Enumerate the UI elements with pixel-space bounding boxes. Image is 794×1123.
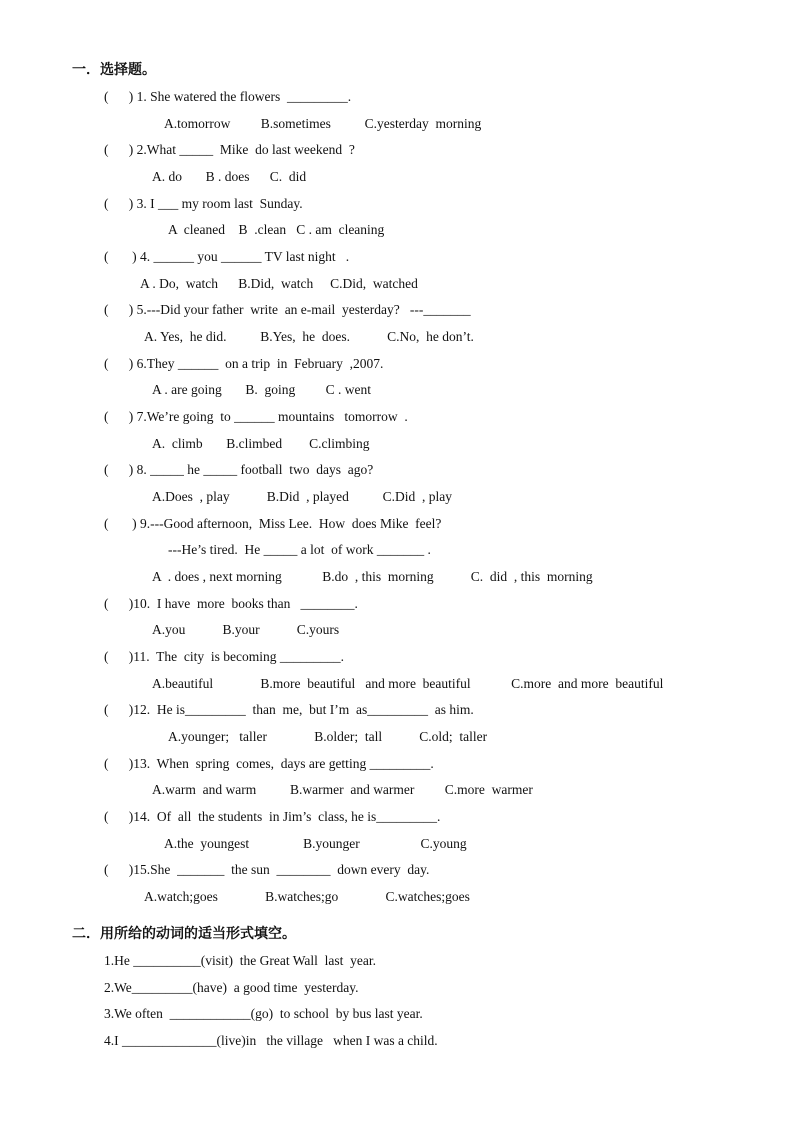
question-7: ( ) 7.We’re going to ______ mountains tomorrow . bbox=[104, 409, 408, 424]
fill-item-4: 4.I ______________(live)in the village when I was a child. bbox=[104, 1033, 438, 1048]
question-10: ( )10. I have more books than ________. bbox=[104, 596, 358, 611]
fill-item-2: 2.We_________(have) a good time yesterday. bbox=[104, 980, 359, 995]
section-2-title: 二．用所给的动词的适当形式填空。 bbox=[72, 926, 296, 942]
question-2-options: A. do B . does C. did bbox=[152, 169, 307, 184]
question-15-options: A.watch;goes B.watches;go C.watches;goes bbox=[144, 889, 470, 904]
question-5-options: A. Yes, he did. B.Yes, he does. C.No, he don’t. bbox=[144, 329, 474, 344]
question-14: ( )14. Of all the students in Jim’s class, he is_________. bbox=[104, 809, 441, 824]
question-3-options: A cleaned B .clean C . am cleaning bbox=[168, 222, 385, 237]
question-1-options: A.tomorrow B.sometimes C.yesterday morning bbox=[164, 116, 482, 131]
question-5: ( ) 5.---Did your father write an e-mail yesterday? ---_______ bbox=[104, 302, 471, 317]
question-6: ( ) 6.They ______ on a trip in February ,2007. bbox=[104, 356, 384, 371]
question-8: ( ) 8. _____ he _____ football two days ago? bbox=[104, 462, 374, 477]
section-1-title: 一．选择题。 bbox=[72, 62, 156, 78]
question-13-options: A.warm and warm B.warmer and warmer C.more warmer bbox=[152, 782, 533, 797]
question-4-options: A . Do, watch B.Did, watch C.Did, watched bbox=[140, 276, 418, 291]
question-2: ( ) 2.What _____ Mike do last weekend ? bbox=[104, 142, 355, 157]
question-9-reply: ---He’s tired. He _____ a lot of work _______ . bbox=[168, 542, 431, 557]
question-3: ( ) 3. I ___ my room last Sunday. bbox=[104, 196, 303, 211]
fill-item-1: 1.He __________(visit) the Great Wall last year. bbox=[104, 953, 376, 968]
question-10-options: A.you B.your C.yours bbox=[152, 622, 340, 637]
question-7-options: A. climb B.climbed C.climbing bbox=[152, 436, 370, 451]
question-11: ( )11. The city is becoming _________. bbox=[104, 649, 344, 664]
question-13: ( )13. When spring comes, days are getting _________. bbox=[104, 756, 434, 771]
question-11-options: A.beautiful B.more beautiful and more beautiful C.more and more beautiful bbox=[152, 676, 664, 691]
question-9-options: A . does , next morning B.do , this morning C. did , this morning bbox=[152, 569, 593, 584]
question-8-options: A.Does , play B.Did , played C.Did , play bbox=[152, 489, 452, 504]
question-9: ( ) 9.---Good afternoon, Miss Lee. How does Mike feel? bbox=[104, 516, 442, 531]
question-6-options: A . are going B. going C . went bbox=[152, 382, 371, 397]
question-12: ( )12. He is_________ than me, but I’m as_________ as him. bbox=[104, 702, 474, 717]
question-12-options: A.younger; taller B.older; tall C.old; taller bbox=[168, 729, 488, 744]
question-4: ( ) 4. ______ you ______ TV last night . bbox=[104, 249, 350, 264]
fill-item-3: 3.We often ____________(go) to school by bus last year. bbox=[104, 1006, 423, 1021]
question-14-options: A.the youngest B.younger C.young bbox=[164, 836, 467, 851]
question-1: ( ) 1. She watered the flowers _________. bbox=[104, 89, 352, 104]
question-15: ( )15.She _______ the sun ________ down every day. bbox=[104, 862, 430, 877]
